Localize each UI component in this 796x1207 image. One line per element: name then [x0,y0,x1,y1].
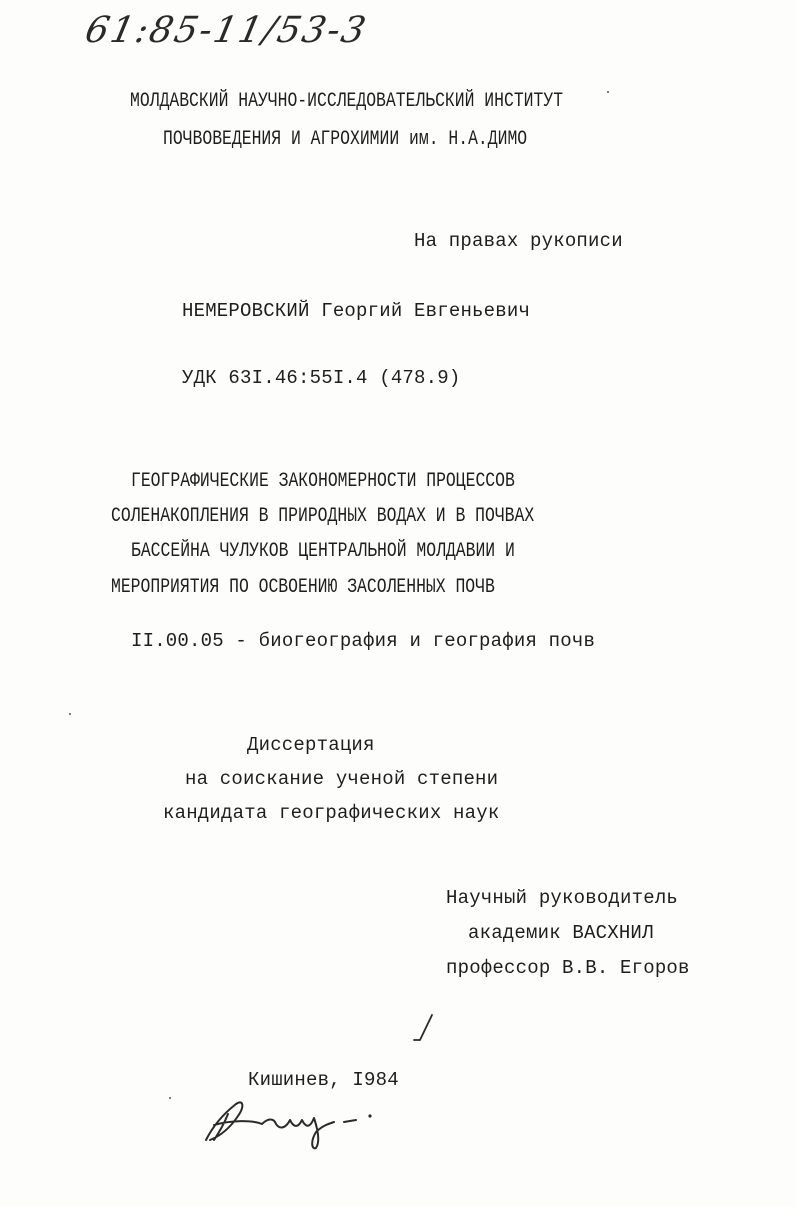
degree-line-2: кандидата географических наук [163,802,500,824]
specialty-code: II.00.05 - биогеография и география почв [131,630,596,652]
pen-slash-mark [414,1015,432,1040]
udk-code: УДК 63I.46:55I.4 (478.9) [182,367,461,389]
speck-dot [69,713,71,715]
title-line-1: ГЕОГРАФИЧЕСКИЕ ЗАКОНОМЕРНОСТИ ПРОЦЕССОВ [131,470,515,493]
dissertation-label: Диссертация [247,734,375,756]
institute-line-2: ПОЧВОВЕДЕНИЯ И АГРОХИМИИ им. Н.А.ДИМО [163,128,528,151]
supervisor-name: профессор В.В. Егоров [446,957,690,979]
place-year: Кишинев, I984 [248,1069,399,1091]
handwritten-catalog-code: 61:85-11/53-3 [81,10,372,51]
supervisor-title: академик ВАСХНИЛ [468,922,654,944]
signature-dot [368,1114,371,1117]
title-line-4: МЕРОПРИЯТИЯ ПО ОСВОЕНИЮ ЗАСОЛЕННЫХ ПОЧВ [111,576,495,599]
manuscript-note: На правах рукописи [414,230,623,252]
author-name: НЕМЕРОВСКИЙ Георгий Евгеньевич [182,300,531,322]
degree-line-1: на соискание ученой степени [185,768,499,790]
supervisor-label: Научный руководитель [446,887,679,909]
handwritten-signature [206,1102,356,1148]
title-line-3: БАССЕЙНА ЧУЛУКОВ ЦЕНТРАЛЬНОЙ МОЛДАВИИ И [131,540,515,563]
speck-dot [169,1097,171,1099]
speck-dot [607,91,609,93]
title-line-2: СОЛЕНАКОПЛЕНИЯ В ПРИРОДНЫХ ВОДАХ И В ПОЧВАХ [111,505,535,528]
institute-line-1: МОЛДАВСКИЙ НАУЧНО-ИССЛЕДОВАТЕЛЬСКИЙ ИНСТИТУТ [130,90,564,113]
